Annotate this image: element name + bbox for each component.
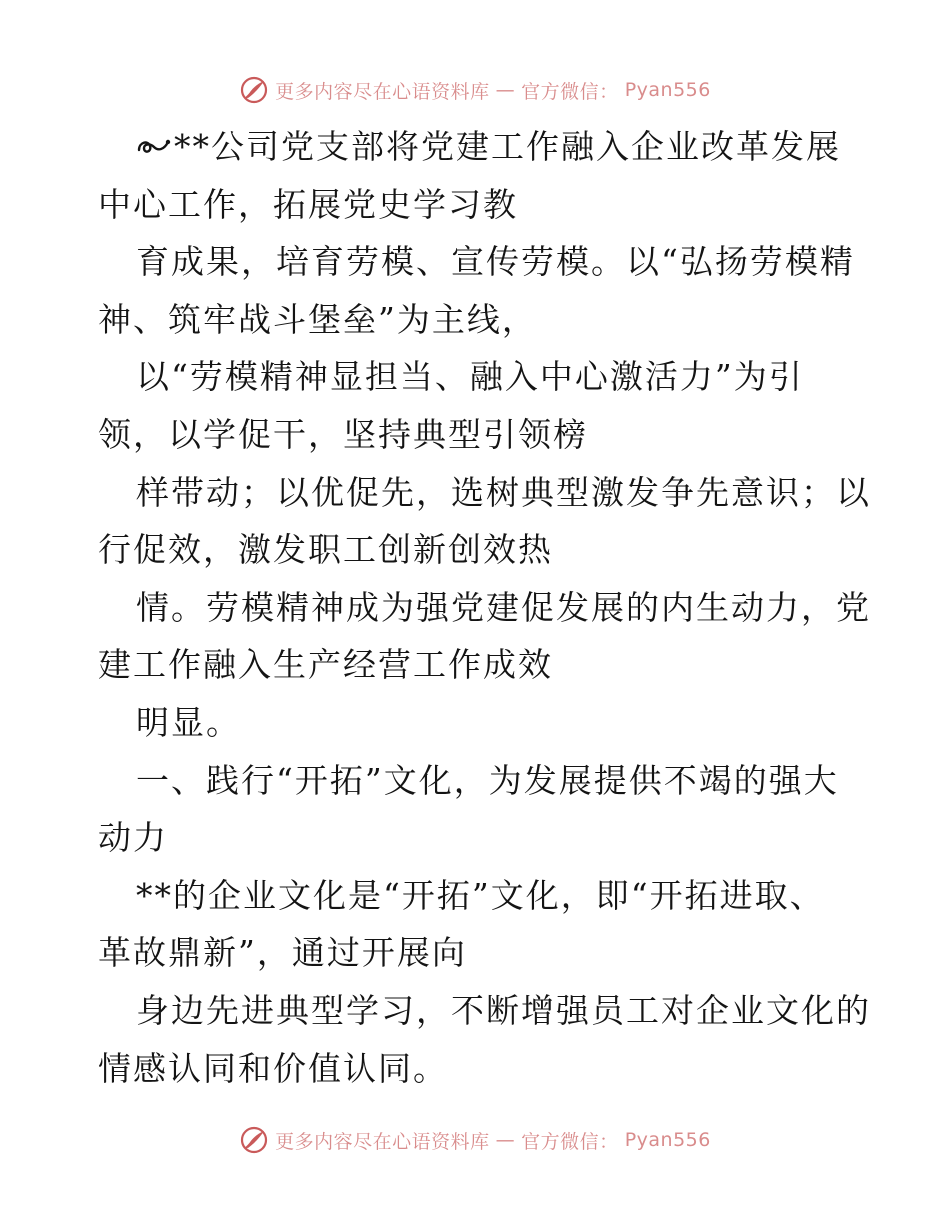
paragraph-1-line-1	[98, 118, 858, 176]
paragraph-5-line-1: 情。劳模精神成为强党建促发展的内生动力，党	[136, 587, 871, 627]
banner-separator: —	[495, 79, 516, 101]
banner-separator: —	[495, 1129, 516, 1151]
paragraph-3	[98, 348, 858, 463]
document-body	[98, 118, 871, 1097]
paragraph-2-line-2: 神、筑牢战斗堡垒”为主线，	[98, 299, 537, 339]
paragraph-5-line-2: 建工作融入生产经营工作成效	[98, 645, 553, 685]
paragraph-8-line-2: 革故鼎新”，通过开展向	[98, 933, 467, 973]
paragraph-4	[98, 464, 871, 579]
paragraph-6-line-1: 明显。	[136, 702, 241, 742]
banner-text: 更多内容尽在心语资料库	[275, 80, 490, 103]
paragraph-1	[98, 118, 858, 233]
banner-text: 更多内容尽在心语资料库	[275, 1130, 490, 1153]
paragraph-9-line-2: 情感认同和价值认同。	[98, 1048, 448, 1088]
paragraph-4-line-2: 行促效，激发职工创新创效热	[98, 530, 553, 570]
paragraph-3-line-2: 领，以学促干，坚持典型引领榜	[98, 414, 588, 454]
section-heading-1	[98, 752, 858, 867]
banner-wechat-label: 官方微信：	[521, 80, 619, 103]
banner-wechat-id: Pyan556	[624, 79, 711, 101]
paragraph-9-line-1: 身边先进典型学习，不断增强员工对企业文化的	[136, 990, 871, 1030]
section-heading-1-line-1: 一、践行“开拓”文化，为发展提供不竭的强大	[136, 760, 839, 800]
paragraph-8-line-1: **的企业文化是“开拓”文化，即“开拓进取、	[136, 875, 825, 915]
header-banner	[0, 72, 950, 108]
footer-banner	[0, 1122, 950, 1158]
paragraph-1-line-2: 中心工作，拓展党史学习教	[98, 184, 518, 224]
banner-wechat-label: 官方微信：	[521, 1130, 619, 1153]
paragraph-2	[98, 233, 858, 348]
paragraph-2-line-1: 育成果，培育劳模、宣传劳模。以“弘扬劳模精	[136, 242, 855, 282]
section-heading-1-line-2: 动力	[98, 818, 168, 858]
paragraph-5	[98, 579, 871, 694]
banner-wechat-id: Pyan556	[624, 1129, 711, 1151]
paragraph-8	[98, 867, 858, 982]
paragraph-6	[98, 694, 858, 752]
flourish-icon	[136, 120, 172, 146]
feather-quill-logo-icon	[239, 1125, 269, 1155]
paragraph-1-line-1-text: **公司党支部将党建工作融入企业改革发展	[174, 127, 841, 166]
paragraph-4-line-1: 样带动；以优促先，选树典型激发争先意识；以	[136, 472, 871, 512]
feather-quill-logo-icon	[239, 75, 269, 105]
paragraph-3-line-1: 以“劳模精神显担当、融入中心激活力”为引	[136, 357, 804, 397]
paragraph-9	[98, 982, 871, 1097]
